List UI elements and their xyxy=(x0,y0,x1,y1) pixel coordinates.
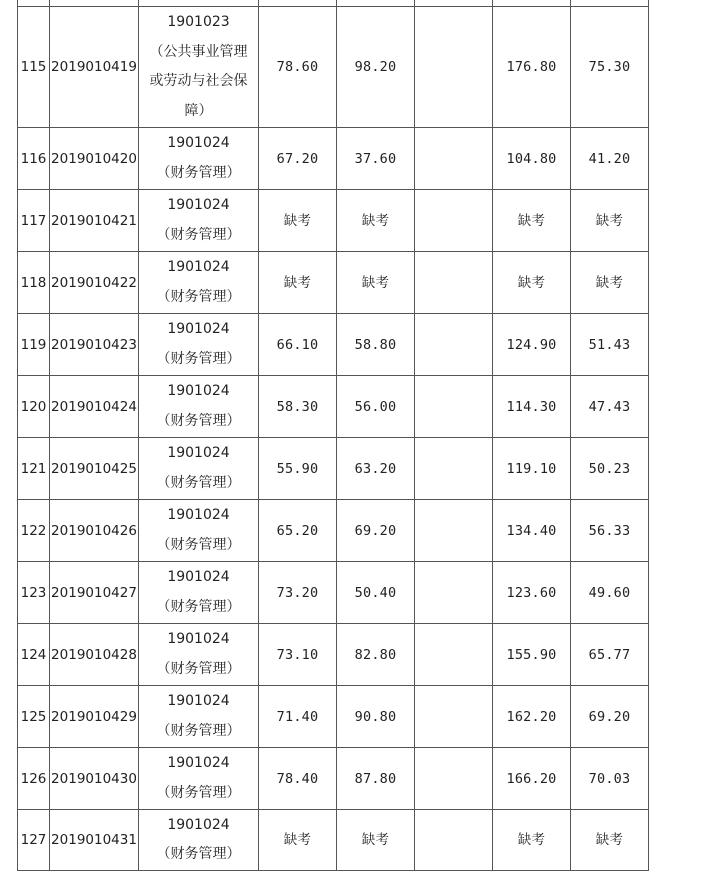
cell-position xyxy=(139,624,259,686)
cell-seq: 123 xyxy=(18,562,50,624)
cell-exam-id: 2019010425 xyxy=(50,438,139,500)
cell-interview-score: 缺考 xyxy=(337,190,415,252)
cell-position xyxy=(139,376,259,438)
cell-exam-id: 2019010430 xyxy=(50,748,139,810)
table-row xyxy=(18,314,649,376)
cell-written-score: 缺考 xyxy=(259,810,337,871)
cell-interview-score: 87.80 xyxy=(337,748,415,810)
cell-total-score: 155.90 xyxy=(493,624,571,686)
cell-written-score: 55.90 xyxy=(259,438,337,500)
cell-total-score: 124.90 xyxy=(493,314,571,376)
cell-written-score: 缺考 xyxy=(259,190,337,252)
cell-seq: 115 xyxy=(18,7,50,128)
cell-exam-id: 2019010422 xyxy=(50,252,139,314)
cell-seq: 116 xyxy=(18,128,50,190)
cell-blank xyxy=(415,686,493,748)
cell-written-score: 78.60 xyxy=(259,7,337,128)
position-code: 1901024 xyxy=(167,816,230,833)
cell-total-score: 缺考 xyxy=(493,190,571,252)
cell-interview-score: 98.20 xyxy=(337,7,415,128)
cell-position xyxy=(139,748,259,810)
cell-final-score: 75.30 xyxy=(571,7,649,128)
cell-written-score: 71.40 xyxy=(259,686,337,748)
cell-interview-score: 56.00 xyxy=(337,376,415,438)
cell-final-score: 47.43 xyxy=(571,376,649,438)
position-name-line: （财务管理） xyxy=(156,784,241,801)
cell-final-score: 缺考 xyxy=(571,190,649,252)
cell-seq: 121 xyxy=(18,438,50,500)
cell-total-score: 123.60 xyxy=(493,562,571,624)
cell-position xyxy=(139,500,259,562)
cell-position xyxy=(139,190,259,252)
cell-interview-score: 63.20 xyxy=(337,438,415,500)
cell-seq: 120 xyxy=(18,376,50,438)
position-name-line: 障） xyxy=(184,102,213,119)
cell-blank xyxy=(415,500,493,562)
cell-total-score: 166.20 xyxy=(493,748,571,810)
table-row xyxy=(18,686,649,748)
position-name-line: （财务管理） xyxy=(156,412,241,429)
cell-exam-id: 2019010419 xyxy=(50,7,139,128)
cell-written-score: 65.20 xyxy=(259,500,337,562)
position-name-line: （财务管理） xyxy=(156,536,241,553)
cell-final-score: 缺考 xyxy=(571,810,649,871)
cell-position xyxy=(139,252,259,314)
position-name-line: 或劳动与社会保 xyxy=(149,73,248,89)
position-code: 1901024 xyxy=(167,135,230,151)
position-name-line: （财务管理） xyxy=(156,722,241,739)
position-name-line: （财务管理） xyxy=(156,288,241,305)
cell-blank xyxy=(415,190,493,252)
cell-position xyxy=(139,562,259,624)
cell-interview-score: 90.80 xyxy=(337,686,415,748)
cell-blank xyxy=(415,376,493,438)
cell-blank xyxy=(415,314,493,376)
position-code: 1901024 xyxy=(167,445,230,461)
cell-exam-id: 2019010427 xyxy=(50,562,139,624)
cell-exam-id: 2019010426 xyxy=(50,500,139,562)
cell-position xyxy=(139,314,259,376)
position-code: 1901024 xyxy=(167,507,230,523)
cell-final-score: 50.23 xyxy=(571,438,649,500)
position-code: 1901024 xyxy=(167,321,230,337)
cell-exam-id: 2019010428 xyxy=(50,624,139,686)
table-row xyxy=(18,376,649,438)
position-code: 1901024 xyxy=(167,197,230,213)
cell-total-score: 104.80 xyxy=(493,128,571,190)
position-name-line: （财务管理） xyxy=(156,598,241,615)
cell-seq: 126 xyxy=(18,748,50,810)
cell-final-score: 41.20 xyxy=(571,128,649,190)
table-row xyxy=(18,190,649,252)
cell-written-score: 缺考 xyxy=(259,252,337,314)
cell-blank xyxy=(415,252,493,314)
table-row xyxy=(18,252,649,314)
cell-written-score: 73.10 xyxy=(259,624,337,686)
cell-exam-id: 2019010420 xyxy=(50,128,139,190)
cell-exam-id: 2019010429 xyxy=(50,686,139,748)
cell-blank xyxy=(415,624,493,686)
cell-final-score: 56.33 xyxy=(571,500,649,562)
cell-final-score: 51.43 xyxy=(571,314,649,376)
cell-written-score: 58.30 xyxy=(259,376,337,438)
cell-interview-score: 69.20 xyxy=(337,500,415,562)
position-name-line: （财务管理） xyxy=(156,846,241,862)
cell-seq: 117 xyxy=(18,190,50,252)
table-row xyxy=(18,7,649,128)
cell-position xyxy=(139,810,259,871)
cell-total-score: 134.40 xyxy=(493,500,571,562)
position-code: 1901024 xyxy=(167,259,230,275)
cell-final-score: 49.60 xyxy=(571,562,649,624)
cell-written-score: 67.20 xyxy=(259,128,337,190)
cell-exam-id: 2019010431 xyxy=(50,810,139,871)
position-name-line: （财务管理） xyxy=(156,350,241,367)
cell-position xyxy=(139,438,259,500)
cell-seq: 118 xyxy=(18,252,50,314)
cell-blank xyxy=(415,562,493,624)
cell-exam-id: 2019010421 xyxy=(50,190,139,252)
cell-total-score: 缺考 xyxy=(493,252,571,314)
cell-position xyxy=(139,686,259,748)
position-name-line: （财务管理） xyxy=(156,226,241,243)
cell-blank xyxy=(415,810,493,871)
cell-seq: 122 xyxy=(18,500,50,562)
cell-blank xyxy=(415,7,493,128)
position-name-line: （公共事业管理 xyxy=(149,43,248,60)
table-body xyxy=(18,0,649,871)
cell-seq: 127 xyxy=(18,810,50,871)
cell-final-score: 缺考 xyxy=(571,252,649,314)
cell-blank xyxy=(415,748,493,810)
cell-interview-score: 缺考 xyxy=(337,810,415,871)
table-row xyxy=(18,624,649,686)
cell-total-score: 缺考 xyxy=(493,810,571,871)
score-table xyxy=(17,0,649,871)
cell-interview-score: 37.60 xyxy=(337,128,415,190)
cell-exam-id: 2019010423 xyxy=(50,314,139,376)
position-code: 1901024 xyxy=(167,383,230,399)
table-row xyxy=(18,438,649,500)
cell-exam-id: 2019010424 xyxy=(50,376,139,438)
cell-final-score: 70.03 xyxy=(571,748,649,810)
cell-position xyxy=(139,128,259,190)
position-name-line: （财务管理） xyxy=(156,660,241,677)
cell-seq: 125 xyxy=(18,686,50,748)
cell-total-score: 176.80 xyxy=(493,7,571,128)
position-code: 1901024 xyxy=(167,631,230,647)
table-row xyxy=(18,128,649,190)
table-row xyxy=(18,748,649,810)
cell-seq: 119 xyxy=(18,314,50,376)
table-row xyxy=(18,810,649,871)
cell-total-score: 114.30 xyxy=(493,376,571,438)
cell-final-score: 69.20 xyxy=(571,686,649,748)
cell-blank xyxy=(415,438,493,500)
cell-total-score: 119.10 xyxy=(493,438,571,500)
cell-position xyxy=(139,7,259,128)
cell-seq: 124 xyxy=(18,624,50,686)
table-row xyxy=(18,562,649,624)
cell-total-score: 162.20 xyxy=(493,686,571,748)
position-name-line: （财务管理） xyxy=(156,474,241,491)
cell-written-score: 73.20 xyxy=(259,562,337,624)
position-code: 1901024 xyxy=(167,693,230,709)
table-row xyxy=(18,500,649,562)
cell-interview-score: 缺考 xyxy=(337,252,415,314)
position-code: 1901024 xyxy=(167,755,230,771)
position-code: 1901024 xyxy=(167,569,230,585)
cell-blank xyxy=(415,128,493,190)
cell-final-score: 65.77 xyxy=(571,624,649,686)
position-name-line: （财务管理） xyxy=(156,164,241,181)
position-code: 1901023 xyxy=(167,14,230,30)
cell-interview-score: 82.80 xyxy=(337,624,415,686)
cell-written-score: 78.40 xyxy=(259,748,337,810)
cell-interview-score: 58.80 xyxy=(337,314,415,376)
cell-written-score: 66.10 xyxy=(259,314,337,376)
cell-interview-score: 50.40 xyxy=(337,562,415,624)
